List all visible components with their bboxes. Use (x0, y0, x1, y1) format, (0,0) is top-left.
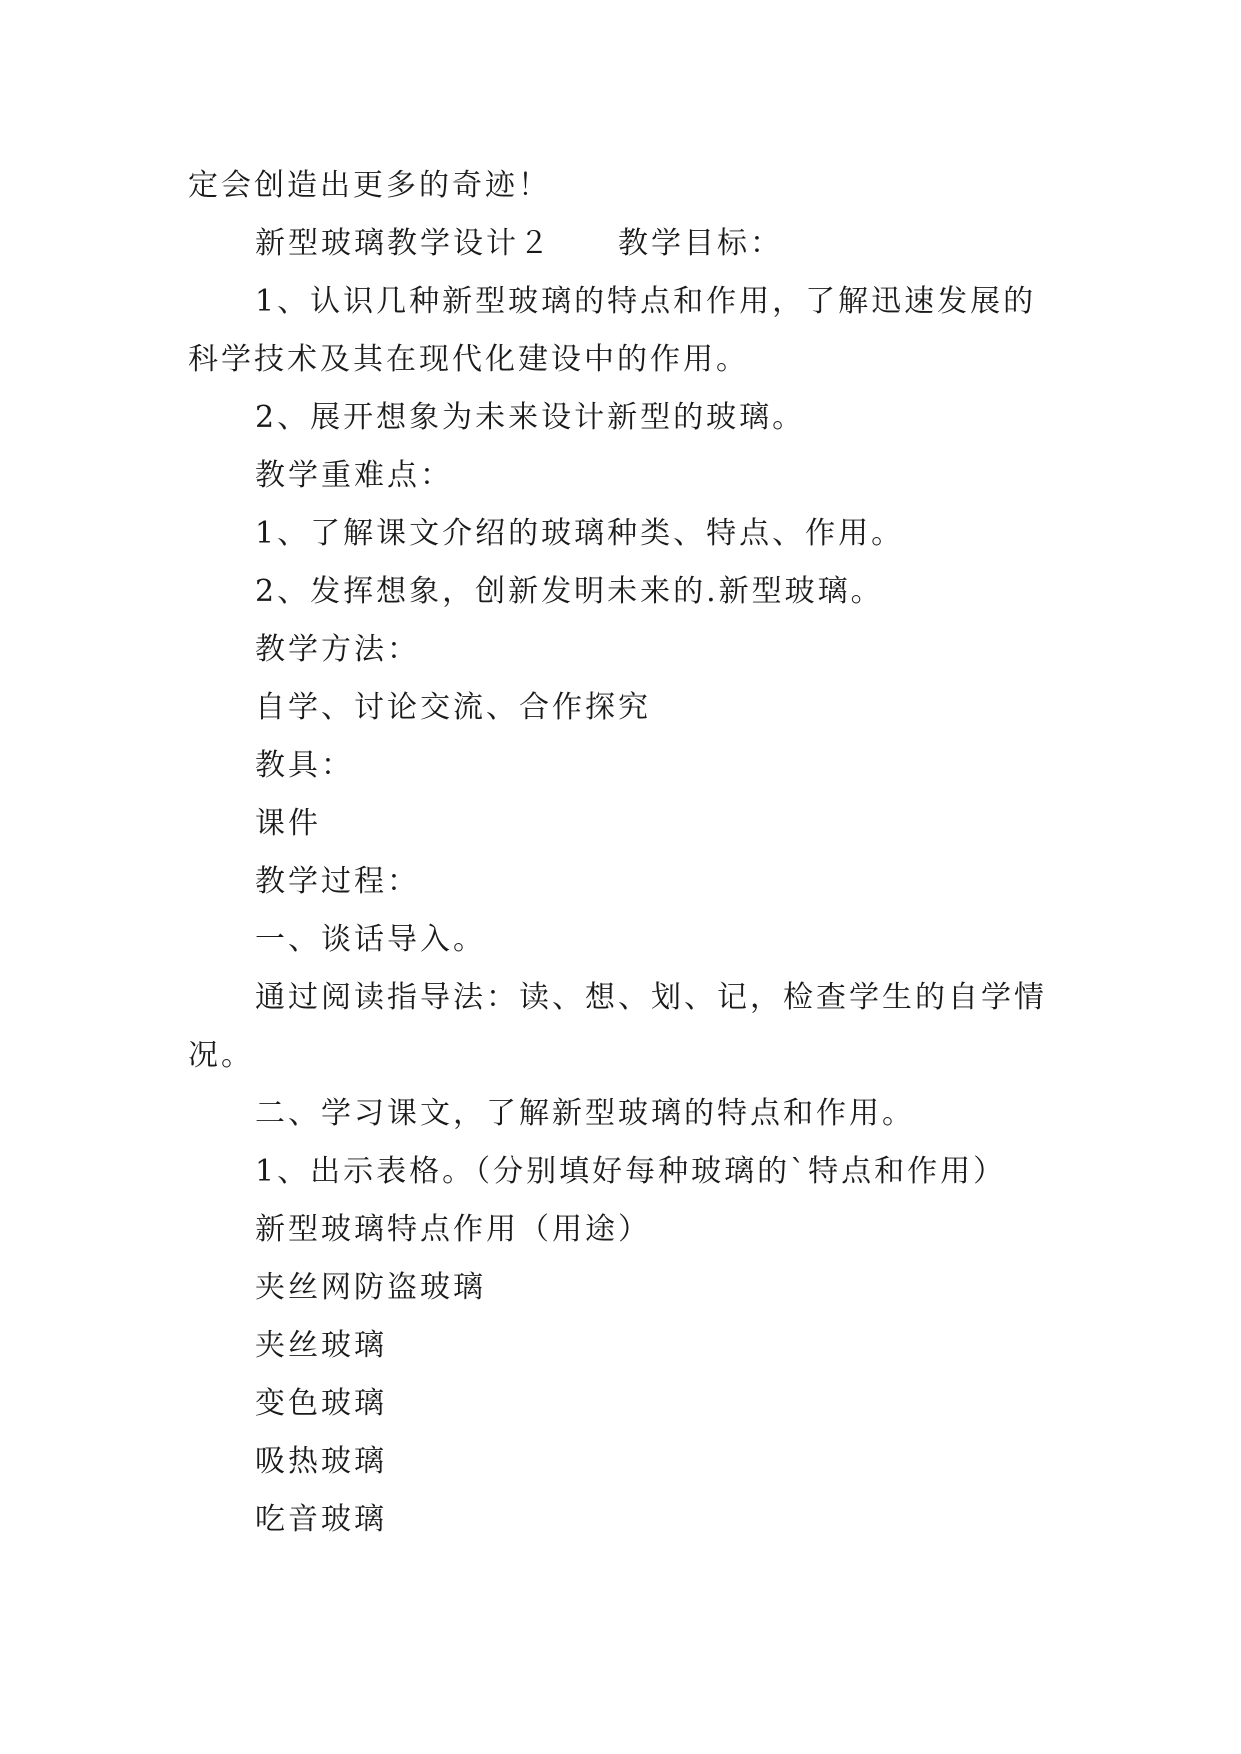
list-item: 吃音玻璃 (255, 1502, 387, 1537)
text-line: 科学技术及其在现代化建设中的作用。 (188, 342, 749, 377)
text-line: 自学、讨论交流、合作探究 (255, 690, 651, 725)
text-line: 新型玻璃特点作用（用途） (255, 1212, 651, 1247)
text-line: 况。 (188, 1038, 254, 1073)
section-heading: 教学重难点： (255, 458, 453, 493)
text-line: 1、出示表格。（分别填好每种玻璃的`特点和作用） (255, 1154, 1007, 1189)
text-line: 课件 (255, 806, 321, 841)
text-line: 二、学习课文，了解新型玻璃的特点和作用。 (255, 1096, 915, 1131)
text-line: 1、认识几种新型玻璃的特点和作用，了解迅速发展的 (255, 284, 1037, 319)
text-line: 定会创造出更多的奇迹！ (188, 168, 551, 203)
section-heading: 教具： (255, 748, 354, 783)
text-line: 2、发挥想象，创新发明未来的.新型玻璃。 (255, 574, 884, 609)
section-heading: 教学过程： (255, 864, 420, 899)
text-line: 2、展开想象为未来设计新型的玻璃。 (255, 400, 806, 435)
section-heading: 新型玻璃教学设计２ 教学目标： (255, 226, 783, 261)
text-line: 1、了解课文介绍的玻璃种类、特点、作用。 (255, 516, 905, 551)
text-line: 通过阅读指导法：读、想、划、记，检查学生的自学情 (255, 980, 1047, 1015)
list-item: 夹丝玻璃 (255, 1328, 387, 1363)
section-heading: 教学方法： (255, 632, 420, 667)
list-item: 变色玻璃 (255, 1386, 387, 1421)
list-item: 吸热玻璃 (255, 1444, 387, 1479)
text-line: 一、谈话导入。 (255, 922, 486, 957)
list-item: 夹丝网防盗玻璃 (255, 1270, 486, 1305)
